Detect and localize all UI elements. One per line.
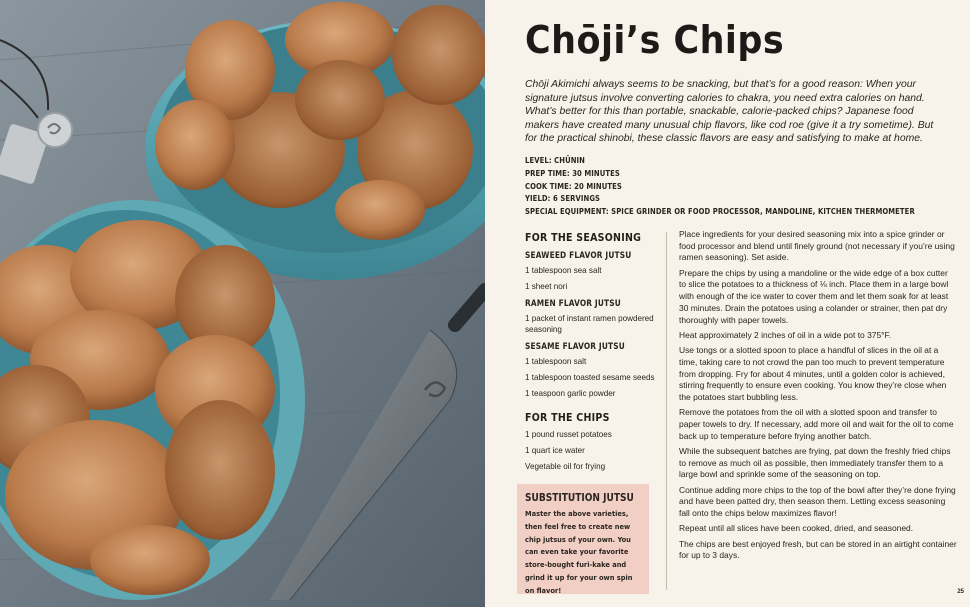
ingredient-item: 1 teaspoon garlic powder bbox=[525, 388, 616, 398]
recipe-meta bbox=[525, 155, 955, 219]
ingredient-item: 1 tablespoon salt bbox=[525, 357, 587, 367]
recipe-intro: Chōji Akimichi always seems to be snacking, but that’s for a good reason: When your signature jutsus involve converting calories to chakra, you need extra calories on hand. What’s better for this than portable, snackable, calorie-packed chips? Japanese food makers have created many unusual chip flavors, like cod roe (give it a try sometime). But for the practical shinobi, these classic flavors are easy and satisfying to make at home. bbox=[525, 79, 934, 145]
recipe-page bbox=[485, 0, 970, 607]
meta-yield: YIELD: 6 SERVINGS bbox=[525, 194, 601, 204]
substitution-body: Master the above varieties, then feel free to create new chip jutsus of your own. You can even take your favorite store-bought furi-kake and grind it up for your own spin on flavor! bbox=[525, 509, 633, 595]
recipe-title: Chōji’s Chips bbox=[525, 18, 785, 62]
instruction-step: Heat approximately 2 inches of oil in a wide pot to 375°F. bbox=[679, 329, 892, 340]
seaweed-subheading: SEAWEED FLAVOR JUTSU bbox=[525, 251, 632, 261]
instructions-column bbox=[679, 229, 957, 566]
substitution-title: SUBSTITUTION JUTSU bbox=[525, 492, 634, 504]
ingredient-item: 1 tablespoon toasted sesame seeds bbox=[525, 372, 655, 382]
ingredient-item: 1 pound russet potatoes bbox=[525, 430, 612, 440]
column-divider bbox=[666, 232, 667, 590]
chips-heading: FOR THE CHIPS bbox=[525, 411, 610, 425]
meta-cook-time: COOK TIME: 20 MINUTES bbox=[525, 181, 622, 191]
instruction-step: Continue adding more chips to the top of the bowl after they’re done frying and have been patted dry, then season them. Letting excess seasoning fall onto the chips below maximizes flavor! bbox=[679, 484, 956, 519]
meta-equipment: SPECIAL EQUIPMENT: SPICE GRINDER OR FOOD PROCESSOR, MANDOLINE, KITCHEN THERMOMETER bbox=[525, 207, 915, 217]
ingredient-item: Vegetable oil for frying bbox=[525, 461, 606, 471]
seasoning-heading: FOR THE SEASONING bbox=[525, 231, 642, 244]
ramen-subheading: RAMEN FLAVOR JUTSU bbox=[525, 299, 621, 310]
ingredient-item: 1 packet of instant ramen powdered seasoning bbox=[525, 314, 654, 334]
instruction-step: Repeat until all slices have been cooked, dried, and seasoned. bbox=[679, 523, 914, 534]
meta-prep-time: PREP TIME: 30 MINUTES bbox=[525, 168, 620, 178]
instruction-step: The chips are best enjoyed fresh, but can be stored in an airtight container for up to 3 days. bbox=[679, 538, 957, 561]
instruction-step: Place ingredients for your desired seasoning mix into a spice grinder or food processor and blend until finely ground (not necessary if you’re using ramen seasoning). Set aside. bbox=[679, 229, 955, 263]
instruction-step: Use tongs or a slotted spoon to place a handful of slices in the oil at a time, taking care to not crowd the pan too much to prevent temperature from dropping. Fry for about 4 minutes, until a golden color is achieved, stirring frequently to ensure even cooking. You know they’re close when the potatoes start bubbling less. bbox=[679, 345, 947, 402]
ingredient-item: 1 sheet nori bbox=[525, 281, 568, 291]
sesame-subheading: SESAME FLAVOR JUTSU bbox=[525, 342, 625, 353]
instruction-step: While the subsequent batches are frying, pat down the freshly fried chips to remove as much oil as possible, then immediately transfer them to a large bowl and sprinkle some of the seasoning on top. bbox=[679, 445, 951, 480]
instruction-step: Remove the potatoes from the oil with a slotted spoon and transfer to paper towels to dry. If necessary, add more oil and wait for the oil to come back up to temperature before frying another batch. bbox=[679, 407, 954, 441]
ingredient-item: 1 quart ice water bbox=[525, 445, 585, 455]
ingredients-column bbox=[525, 231, 655, 477]
substitution-sidebar bbox=[517, 484, 649, 594]
page-number: 25 bbox=[957, 589, 964, 595]
meta-level: LEVEL: CHŪNIN bbox=[525, 156, 585, 165]
ingredient-item: 1 tablespoon sea salt bbox=[525, 266, 602, 275]
instruction-step: Prepare the chips by using a mandoline or the wide edge of a box cutter to slice the potatoes to a thickness of ⅛ inch. Place them in a large bowl with enough of the ice water to cover them and let them soak for at least 30 minutes. Drain the potatoes using a colander or strainer, then pat dry thoroughly with paper towels. bbox=[679, 267, 949, 325]
